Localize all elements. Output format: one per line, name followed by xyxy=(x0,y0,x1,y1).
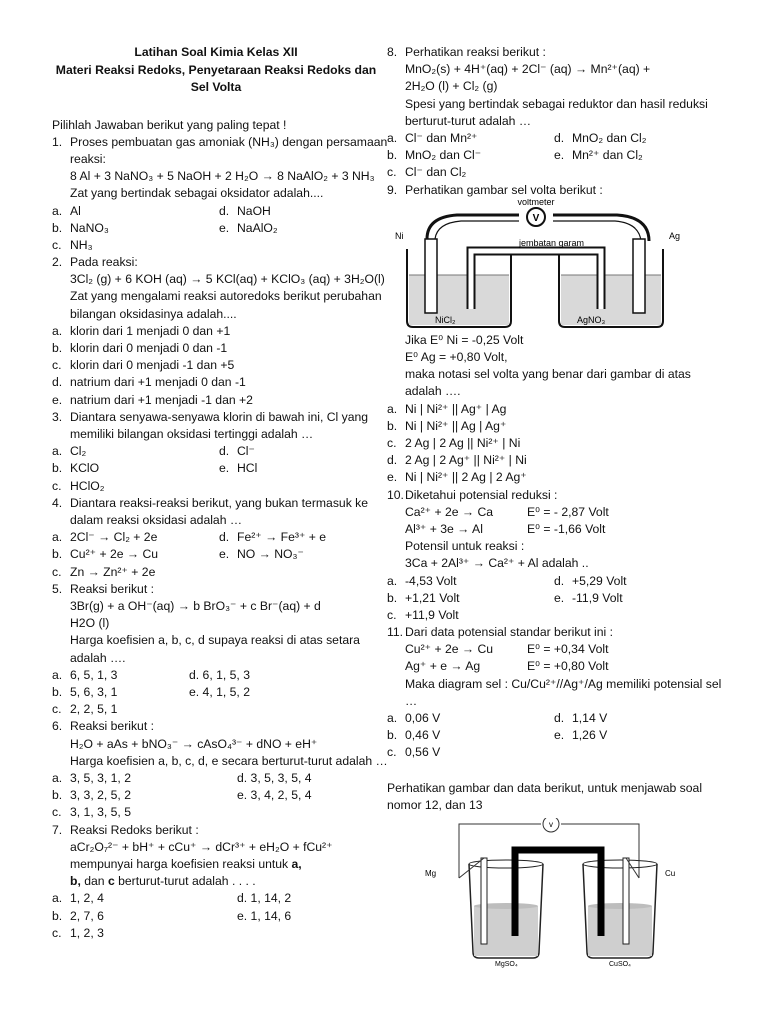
option-row xyxy=(387,452,717,469)
option-row xyxy=(52,804,380,821)
option-a[interactable]: 0,06 V xyxy=(405,711,441,726)
question-number: 6. xyxy=(52,719,63,734)
option-e[interactable]: Mn²⁺ dan Cl₂ xyxy=(572,148,643,163)
half-reaction: Cu²⁺ + 2e → Cu xyxy=(405,642,494,657)
option-row xyxy=(387,469,717,486)
option-letter-e: e. xyxy=(387,470,398,485)
question-text: berturut-turut adalah … xyxy=(405,113,532,128)
question-text: Harga koefisien a, b, c, d, e secara berturut-turut adalah … xyxy=(70,753,388,768)
option-e[interactable]: e. 4, 1, 5, 2 xyxy=(189,684,250,699)
nicl2-label: NiCl₂ xyxy=(435,314,456,325)
option-e[interactable]: 1,26 V xyxy=(572,728,608,743)
note-text: nomor 12, dan 13 xyxy=(387,797,483,812)
option-letter-b: b. xyxy=(387,148,398,163)
instruction-note xyxy=(387,780,717,814)
ni-label: Ni xyxy=(395,230,404,241)
question-number: 8. xyxy=(387,45,398,59)
question-1 xyxy=(52,134,388,203)
option-letter-a: a. xyxy=(387,711,398,726)
option-letter-d: d. xyxy=(219,530,230,545)
option-row xyxy=(52,701,380,718)
option-b[interactable]: klorin dari 0 menjadi 0 dan -1 xyxy=(70,341,228,356)
option-letter-d: d. xyxy=(387,453,398,468)
option-letter-a: a. xyxy=(52,667,63,682)
option-letter-a: a. xyxy=(52,323,63,338)
option-a[interactable]: Al xyxy=(70,203,81,218)
option-letter-b: b. xyxy=(52,908,63,923)
option-row xyxy=(52,529,380,546)
text-part: dan xyxy=(80,874,108,889)
option-row xyxy=(52,684,380,701)
option-d[interactable]: 1,14 V xyxy=(572,711,608,726)
reaction-equation: 2H₂O (l) + Cl₂ (g) xyxy=(405,79,498,94)
title-line-3: Sel Volta xyxy=(190,80,242,94)
option-letter-d: d. xyxy=(52,375,63,390)
electrode-potential: E⁰ = +0,34 Volt xyxy=(527,642,609,657)
reaction-equation: 3Cl₂ (g) + 6 KOH (aq) → 5 KCl(aq) + KClO₃ (aq) + 3H₂O(l) xyxy=(70,272,385,287)
question-11 xyxy=(387,624,717,641)
option-row xyxy=(387,573,717,590)
option-letter-b: b. xyxy=(387,728,398,743)
text-part: mempunyai harga koefisien reaksi untuk xyxy=(70,856,292,871)
option-row xyxy=(387,418,717,435)
text-part: berturut-turut adalah . . . . xyxy=(114,874,256,889)
option-d[interactable]: 2 Ag | 2 Ag⁺ || Ni²⁺ | Ni xyxy=(405,453,527,468)
question-number: 11. xyxy=(387,625,404,640)
question-text: adalah …. xyxy=(405,384,461,399)
question-text: Perhatikan reaksi berikut : xyxy=(405,45,546,59)
question-8 xyxy=(387,44,717,130)
option-row xyxy=(52,787,380,804)
question-number: 2. xyxy=(52,255,63,270)
option-row xyxy=(52,237,380,254)
option-c[interactable]: 0,56 V xyxy=(405,745,441,760)
option-row xyxy=(387,607,717,624)
option-row xyxy=(387,164,717,181)
option-d[interactable]: Cl⁻ xyxy=(237,444,255,459)
question-text: memiliki bilangan oksidasi tertinggi adalah … xyxy=(70,427,314,442)
option-row xyxy=(52,374,380,391)
question-text: Diantara senyawa-senyawa klorin di bawah ini, Cl yang xyxy=(70,409,369,424)
reaction-equation: 3Ca + 2Al³⁺ → Ca²⁺ + Al adalah .. xyxy=(405,556,589,571)
option-e[interactable]: e. 1, 14, 6 xyxy=(237,908,292,923)
option-e[interactable]: Ni | Ni²⁺ || 2 Ag | 2 Ag⁺ xyxy=(405,470,527,485)
option-row xyxy=(52,890,380,907)
option-e[interactable]: HCl xyxy=(237,461,258,476)
option-c[interactable]: HClO₂ xyxy=(70,478,105,493)
question-text: E⁰ Ag = +0,80 Volt, xyxy=(405,349,508,364)
half-reaction: Al³⁺ + 3e → Al xyxy=(405,521,483,536)
half-reaction-row xyxy=(387,504,717,521)
bold-coefficient: c xyxy=(107,874,115,889)
option-b[interactable]: MnO₂ dan Cl⁻ xyxy=(405,148,482,163)
question-text: Jika E⁰ Ni = -0,25 Volt xyxy=(405,332,524,347)
option-b[interactable]: Ni | Ni²⁺ || Ag | Ag⁺ xyxy=(405,418,507,433)
option-c[interactable]: +11,9 Volt xyxy=(405,607,459,622)
option-a[interactable]: 3, 5, 3, 1, 2 xyxy=(70,770,131,785)
option-d[interactable]: natrium dari +1 menjadi 0 dan -1 xyxy=(70,375,246,390)
option-row xyxy=(387,435,717,452)
option-letter-c: c. xyxy=(387,607,397,622)
option-letter-c: c. xyxy=(52,358,62,373)
mgso4-label: MgSO₄ xyxy=(495,961,518,969)
option-b[interactable]: +1,21 Volt xyxy=(405,590,460,605)
option-a[interactable]: Cl⁻ dan Mn²⁺ xyxy=(405,131,478,146)
option-d[interactable]: d. 1, 14, 2 xyxy=(237,891,292,906)
half-reaction-row xyxy=(387,641,717,658)
option-b[interactable]: 0,46 V xyxy=(405,728,441,743)
option-b[interactable]: 2, 7, 6 xyxy=(70,908,104,923)
electrode-potential: E⁰ = - 2,87 Volt xyxy=(527,504,609,519)
option-row xyxy=(387,147,717,164)
option-letter-a: a. xyxy=(387,401,398,416)
option-letter-a: a. xyxy=(387,573,398,588)
option-c[interactable]: 2 Ag | 2 Ag || Ni²⁺ | Ni xyxy=(405,435,521,450)
mg-electrode xyxy=(481,858,487,944)
worksheet-title xyxy=(52,44,380,97)
voltaic-cell-figure xyxy=(387,199,717,332)
option-row xyxy=(52,925,380,942)
option-row xyxy=(52,340,380,357)
bold-coefficient: b, xyxy=(70,874,81,889)
option-c[interactable]: klorin dari 0 menjadi -1 dan +5 xyxy=(70,358,235,373)
option-letter-e: e. xyxy=(219,547,230,562)
option-letter-b: b. xyxy=(52,684,63,699)
option-row xyxy=(52,220,380,237)
option-b[interactable]: 5, 6, 3, 1 xyxy=(70,684,118,699)
option-row xyxy=(387,710,717,727)
option-d[interactable]: d. 6, 1, 5, 3 xyxy=(189,667,250,682)
option-letter-a: a. xyxy=(52,203,63,218)
option-letter-c: c. xyxy=(52,925,62,940)
instruction: Pilihlah Jawaban berikut yang paling tepat ! xyxy=(52,117,287,132)
option-letter-e: e. xyxy=(219,220,230,235)
question-text: Reaksi Redoks berikut : xyxy=(70,822,199,837)
option-row xyxy=(387,401,717,418)
mg-label: Mg xyxy=(425,869,437,879)
voltmeter-symbol: v xyxy=(549,820,553,830)
question-text: Reaksi berikut : xyxy=(70,719,154,734)
electrode-potential: E⁰ = +0,80 Volt xyxy=(527,659,609,674)
option-letter-b: b. xyxy=(52,461,63,476)
option-b[interactable]: Cu²⁺ + 2e → Cu xyxy=(70,547,159,562)
question-text: Potensil untuk reaksi : xyxy=(405,539,525,554)
option-c[interactable]: Zn → Zn²⁺ + 2e xyxy=(70,564,156,579)
question-number: 10. xyxy=(387,487,404,502)
half-reaction: Ca²⁺ + 2e → Ca xyxy=(405,504,494,519)
option-row xyxy=(387,744,717,761)
option-a[interactable]: 1, 2, 4 xyxy=(70,891,104,906)
question-text: Harga koefisien a, b, c, d supaya reaksi di atas setara xyxy=(70,633,360,648)
question-4 xyxy=(52,495,380,529)
note-text: Perhatikan gambar dan data berikut, untuk menjawab soal xyxy=(387,780,703,795)
salt-bridge-label: jembatan garam xyxy=(519,237,585,248)
half-reaction-row xyxy=(387,521,717,538)
question-text: maka notasi sel volta yang benar dari gambar di atas xyxy=(405,367,691,382)
cu-electrode xyxy=(623,858,629,944)
left-column xyxy=(52,44,388,942)
question-text: Pada reaksi: xyxy=(70,255,138,270)
option-b[interactable]: KClO xyxy=(70,461,100,476)
question-5 xyxy=(52,581,380,667)
reaction-equation: 3Br(g) + a OH⁻(aq) → b BrO₃⁻ + c Br⁻(aq) + d xyxy=(70,598,321,613)
option-letter-b: b. xyxy=(387,590,398,605)
ag-label: Ag xyxy=(669,230,681,241)
question-9-body xyxy=(387,332,717,401)
option-row xyxy=(52,546,380,563)
option-e[interactable]: NO → NO₃⁻ xyxy=(237,547,304,562)
question-9 xyxy=(387,182,717,199)
question-text: Diketahui potensial reduksi : xyxy=(405,487,558,502)
option-letter-e: e. xyxy=(52,392,63,407)
option-row xyxy=(52,478,380,495)
option-row xyxy=(52,564,380,581)
option-c[interactable]: 2, 2, 5, 1 xyxy=(70,702,118,717)
option-letter-c: c. xyxy=(52,805,62,820)
option-letter-e: e. xyxy=(554,590,565,605)
question-2 xyxy=(52,254,385,323)
reaction-equation: 8 Al + 3 NaNO₃ + 5 NaOH + 2 H₂O → 8 NaAlO₂ + 3 NH₃ xyxy=(70,169,375,184)
option-letter-d: d. xyxy=(219,444,230,459)
option-letter-e: e. xyxy=(554,148,565,163)
option-letter-b: b. xyxy=(52,547,63,562)
question-text xyxy=(70,856,380,873)
option-row xyxy=(52,908,380,925)
question-number: 1. xyxy=(52,134,63,149)
question-3 xyxy=(52,409,380,443)
option-row xyxy=(52,667,380,684)
option-letter-d: d. xyxy=(554,573,565,588)
option-letter-c: c. xyxy=(52,237,62,252)
option-letter-c: c. xyxy=(52,702,62,717)
question-11-body xyxy=(387,676,722,710)
question-text: Maka diagram sel : Cu/Cu²⁺//Ag⁺/Ag memiliki potensial sel xyxy=(405,676,722,691)
cu-label: Cu xyxy=(665,869,676,879)
question-text: Proses pembuatan gas amoniak (NH₃) dengan persamaan xyxy=(70,134,388,149)
option-a[interactable]: Ni | Ni²⁺ || Ag⁺ | Ag xyxy=(405,401,507,416)
question-text: Spesi yang bertindak sebagai reduktor dan hasil reduksi xyxy=(405,96,708,111)
question-10-body xyxy=(387,538,717,572)
option-row xyxy=(52,357,380,374)
option-letter-a: a. xyxy=(52,770,63,785)
option-a[interactable]: 2Cl⁻ → Cl₂ + 2e xyxy=(70,530,158,545)
option-row xyxy=(52,443,380,460)
option-letter-d: d. xyxy=(554,131,565,146)
question-text: Zat yang mengalami reaksi autoredoks berikut perubahan xyxy=(70,289,382,304)
option-d[interactable]: MnO₂ dan Cl₂ xyxy=(572,131,647,146)
option-letter-c: c. xyxy=(52,478,62,493)
voltmeter-label: voltmeter xyxy=(517,198,555,207)
question-number: 4. xyxy=(52,495,63,510)
option-letter-a: a. xyxy=(52,891,63,906)
option-row xyxy=(52,323,380,340)
option-a[interactable]: Cl₂ xyxy=(70,444,87,459)
question-text: Zat yang bertindak sebagai oksidator adalah.... xyxy=(70,186,324,201)
option-e[interactable]: e. 3, 4, 2, 5, 4 xyxy=(237,788,312,803)
option-b[interactable]: NaNO₃ xyxy=(70,220,109,235)
option-letter-a: a. xyxy=(52,530,63,545)
ni-electrode xyxy=(425,239,437,313)
option-a[interactable]: -4,53 Volt xyxy=(405,573,457,588)
option-letter-b: b. xyxy=(52,788,63,803)
option-letter-c: c. xyxy=(387,435,397,450)
voltmeter-symbol: V xyxy=(532,212,540,224)
option-letter-b: b. xyxy=(387,418,398,433)
option-b[interactable]: 3, 3, 2, 5, 2 xyxy=(70,788,131,803)
option-letter-b: b. xyxy=(52,341,63,356)
option-d[interactable]: +5,29 Volt xyxy=(572,573,627,588)
option-row xyxy=(52,392,380,409)
option-d[interactable]: d. 3, 5, 3, 5, 4 xyxy=(237,770,312,785)
option-row xyxy=(52,203,380,220)
option-e[interactable]: natrium dari +1 menjadi -1 dan +2 xyxy=(70,392,253,407)
question-text: … xyxy=(405,693,418,708)
question-text: Dari data potensial standar berikut ini : xyxy=(405,625,613,640)
reaction-equation: H2O (l) xyxy=(70,616,110,631)
question-number: 9. xyxy=(387,182,398,197)
question-text xyxy=(70,873,380,890)
option-d[interactable]: NaOH xyxy=(237,203,271,218)
agno3-label: AgNO₃ xyxy=(577,314,606,325)
option-letter-e: e. xyxy=(219,461,230,476)
right-column xyxy=(387,44,722,969)
option-c[interactable]: 1, 2, 3 xyxy=(70,925,104,940)
option-e[interactable]: NaAlO₂ xyxy=(237,220,278,235)
question-number: 7. xyxy=(52,822,63,837)
option-letter-d: d. xyxy=(219,203,230,218)
option-letter-e: e. xyxy=(554,728,565,743)
half-reaction: Ag⁺ + e → Ag xyxy=(405,659,481,674)
option-letter-a: a. xyxy=(52,444,63,459)
title-line-2: Materi Reaksi Redoks, Penyetaraan Reaksi Redoks dan xyxy=(55,62,377,77)
reaction-equation: MnO₂(s) + 4H⁺(aq) + 2Cl⁻ (aq) → Mn²⁺(aq) + xyxy=(405,62,651,77)
question-text: Reaksi berikut : xyxy=(70,581,154,596)
option-letter-a: a. xyxy=(387,131,398,146)
question-text: reaksi: xyxy=(70,151,106,166)
option-c[interactable]: Cl⁻ dan Cl₂ xyxy=(405,165,467,180)
option-letter-d: d. xyxy=(554,711,565,726)
question-number: 3. xyxy=(52,409,63,424)
option-a[interactable]: 6, 5, 1, 3 xyxy=(70,667,118,682)
question-10 xyxy=(387,487,717,504)
option-row xyxy=(52,460,380,477)
option-letter-c: c. xyxy=(387,745,397,760)
option-row xyxy=(387,590,717,607)
electrode-potential: E⁰ = -1,66 Volt xyxy=(527,521,606,536)
option-row xyxy=(52,770,380,787)
option-letter-c: c. xyxy=(52,564,62,579)
question-text: Perhatikan gambar sel volta berikut : xyxy=(405,182,603,197)
half-reaction-row xyxy=(387,658,717,675)
option-row xyxy=(387,130,717,147)
option-row xyxy=(387,727,717,744)
option-c[interactable]: 3, 1, 3, 5, 5 xyxy=(70,805,131,820)
option-e[interactable]: -11,9 Volt xyxy=(572,590,623,605)
bold-coefficient: a, xyxy=(291,856,302,871)
option-a[interactable]: klorin dari 1 menjadi 0 dan +1 xyxy=(70,323,231,338)
option-letter-c: c. xyxy=(387,165,397,180)
title-line-1: Latihan Soal Kimia Kelas XII xyxy=(134,45,298,59)
voltaic-cell-diagram xyxy=(387,199,717,332)
mg-cu-cell-figure xyxy=(387,818,717,968)
question-number: 5. xyxy=(52,581,63,596)
reaction-equation: H₂O + aAs + bNO₃⁻ → cAsO₄³⁻ + dNO + eH⁺ xyxy=(70,736,318,751)
question-text: adalah …. xyxy=(70,650,126,665)
question-7 xyxy=(52,822,380,891)
reaction-equation: aCr₂O₇²⁻ + bH⁺ + cCu⁺ → dCr³⁺ + eH₂O + fCu²⁺ xyxy=(70,839,333,854)
ag-electrode xyxy=(633,239,645,313)
question-text: bilangan oksidasinya adalah.... xyxy=(70,306,237,321)
option-c[interactable]: NH₃ xyxy=(70,237,93,252)
cuso4-label: CuSO₄ xyxy=(609,961,631,969)
option-letter-b: b. xyxy=(52,220,63,235)
question-6 xyxy=(52,718,388,770)
question-text: dalam reaksi oksidasi adalah … xyxy=(70,513,243,527)
question-text: Diantara reaksi-reaksi berikut, yang bukan termasuk ke xyxy=(70,495,369,510)
mg-cu-cell-diagram xyxy=(387,818,717,968)
option-d[interactable]: Fe²⁺ → Fe³⁺ + e xyxy=(237,530,327,545)
